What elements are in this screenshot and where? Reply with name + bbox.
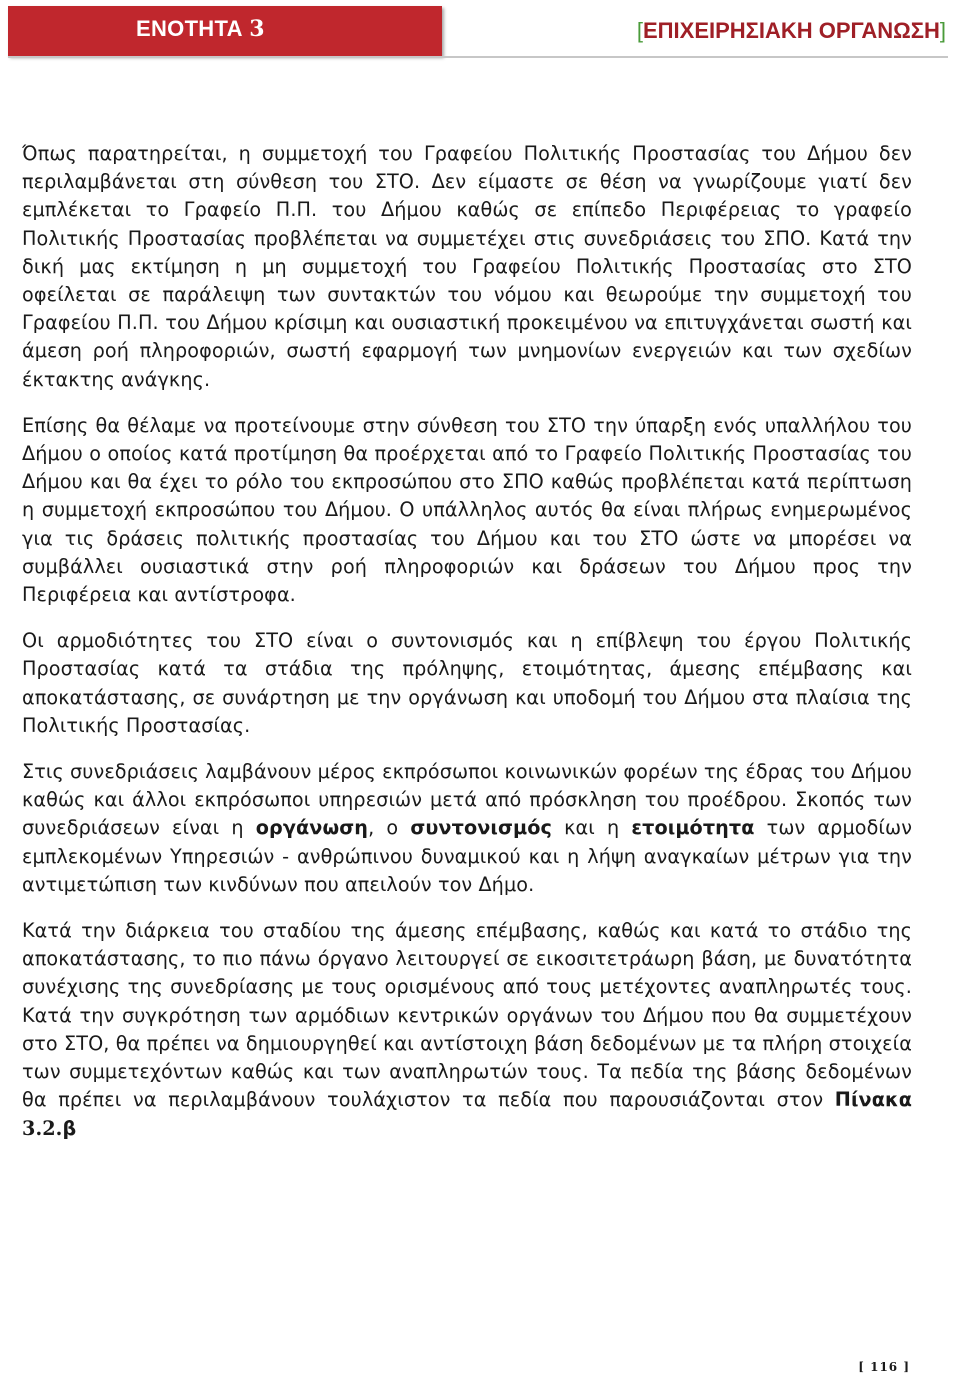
paragraph-5-text: Κατά την διάρκεια του σταδίου της άμεσης επέμβασης, καθώς και κατά το στάδιο της αποκατάστασης, το πιο πάνω όργανο λειτουργεί σε εικοσιτετράωρη βάση, με δυνατότητα συνέχισης της συνεδρίασης με τους ορισμένους από τους μετέχοντες αναπληρωτές τους. Κατά την συγκρότηση των αρμόδιων κεντρικών οργάνων του Δήμου που θα συμμετέχουν στο ΣΤΟ, θα πρέπει να δημιουργηθεί και αντίστοιχη βάση δεδομένων με τα πλήρη στοιχεία των συμμετεχόντων καθώς και των αναπληρωτών τους. Τα πεδία της βάσης δεδομένων θα πρέπει να περιλαμβάνουν τουλάχιστον τα πεδία που παρουσιάζονται στον (22, 919, 912, 1112)
page-number: [ 116 ] (858, 1360, 910, 1374)
section-label-word: ΕΝΟΤΗΤΑ (136, 16, 243, 41)
header-divider (8, 56, 948, 58)
paragraph-4 (22, 758, 912, 899)
section-tab (8, 6, 442, 56)
chapter-title (637, 18, 946, 44)
table-reference-number: 3.2. (22, 1116, 63, 1140)
section-header (8, 6, 948, 58)
bold-term-organization: οργάνωση (255, 816, 369, 840)
table-reference-word: Πίνακα (834, 1088, 912, 1112)
paragraph-4-text-1: Στις συνεδριάσεις λαμβάνουν μέρος εκπρόσωποι κοινωνικών φορέων της έδρας του Δήμου καθώς και άλλοι εκπρόσωποι υπηρεσιών μετά από πρόσκληση του προέδρου. Σκοπός των συνεδριάσεων είναι η (22, 760, 912, 840)
paragraph-5 (22, 917, 912, 1143)
paragraph-4-text-4: των αρμοδίων εμπλεκομένων Υπηρεσιών - ανθρώπινου δυναμικού και η λήψη αναγκαίων μέτρων για την αντιμετώπιση των κινδύνων που απειλούν τον Δήμο. (22, 816, 913, 896)
section-number: 3 (249, 16, 265, 42)
chapter-title-text: ΕΠΙΧΕΙΡΗΣΙΑΚΗ ΟΡΓΑΝΩΣΗ (642, 18, 940, 43)
bracket-close: ] (939, 18, 946, 43)
section-label (136, 16, 265, 42)
bracket-open: [ (636, 18, 643, 43)
paragraph-3: Οι αρμοδιότητες του ΣΤΟ είναι ο συντονισμός και η επίβλεψη του έργου Πολιτικής Προστασίας κατά τα στάδια της πρόληψης, ετοιμότητας, άμεσης επέμβασης και αποκατάστασης, σε συνάρτηση με την οργάνωση και υποδομή του Δήμου στα πλαίσια της Πολιτικής Προστασίας. (22, 629, 912, 737)
document-body (22, 140, 912, 1161)
bold-term-coordination: συντονισμός (410, 816, 552, 840)
paragraph-4-text-3: και η (552, 816, 632, 840)
paragraph-1: Όπως παρατηρείται, η συμμετοχή του Γραφείου Πολιτικής Προστασίας του Δήμου δεν περιλαμβάνεται στη σύνθεση του ΣΤΟ. Δεν είμαστε σε θέση να γνωρίζουμε γιατί δεν εμπλέκεται το Γραφείο Π.Π. του Δήμου καθώς σε επίπεδο Περιφέρειας το γραφείο Πολιτικής Προστασίας προβλέπεται να συμμετέχει στις συνεδριάσεις του ΣΠΟ. Κατά την δική μας εκτίμηση η μη συμμετοχή του Γραφείου Πολιτικής Προστασίας στο ΣΤΟ οφείλεται σε παράλειψη των συντακτών του νόμου και θεωρούμε την συμμετοχή του Γραφείου Π.Π. του Δήμου κρίσιμη και ουσιαστική προκειμένου να επιτυγχάνεται σωστή και άμεση ροή πληροφοριών, σωστή εφαρμογή των μνημονίων ενεργειών και των σχεδίων έκτακτης ανάγκης. (22, 142, 912, 391)
bold-term-readiness: ετοιμότητα (631, 816, 755, 840)
paragraph-2: Επίσης θα θέλαμε να προτείνουμε στην σύνθεση του ΣΤΟ την ύπαρξη ενός υπαλλήλου του Δήμου ο οποίος κατά προτίμηση θα προέρχεται από το Γραφείο Πολιτικής Προστασίας του Δήμου και θα έχει το ρόλο του εκπροσώπου στο ΣΠΟ καθώς προβλέπεται κατά περίπτωση η συμμετοχή εκπροσώπου του Δήμου. Ο υπάλληλος αυτός θα είναι πλήρως ενημερωμένος για τις δράσεις πολιτικής προστασίας του Δήμου και του ΣΤΟ ώστε να μπορέσει να συμβάλλει ουσιαστικά στην ροή πληροφοριών και δράσεων του Δήμου προς την Περιφέρεια και αντίστροφα. (22, 413, 912, 607)
paragraph-4-text-2: , ο (368, 816, 411, 840)
table-reference-letter: β (62, 1116, 77, 1140)
